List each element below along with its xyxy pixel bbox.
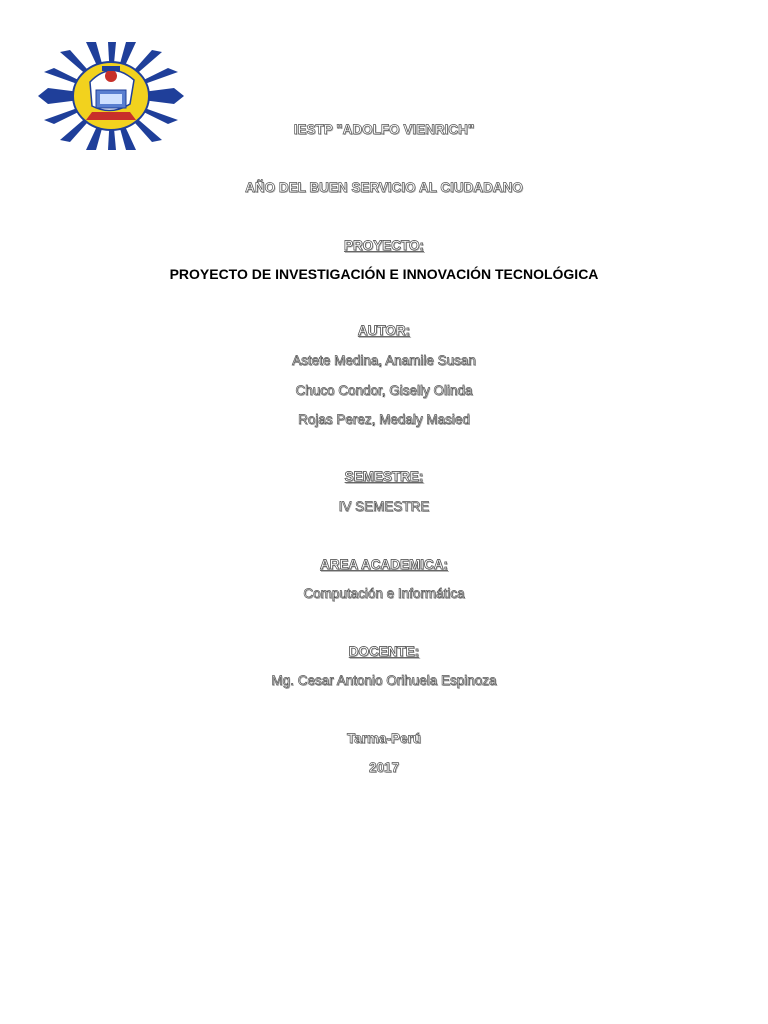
year: 2017 [368,760,400,775]
academic-area-value: Computación e Informática [303,586,465,601]
project-heading: PROYECTO: [343,238,424,253]
place: Tarma-Perú [346,731,422,746]
institution-name: IESTP "ADOLFO VIENRICH" [293,122,475,137]
academic-area-heading: AREA ACADEMICA: [320,557,448,572]
author-name: Rojas Perez, Medaly Masied [298,412,470,427]
author-heading: AUTOR: [357,323,411,338]
semester-heading: SEMESTRE: [344,469,424,484]
author-name: Chuco Condor, Giselly Olinda [295,383,473,398]
teacher-name: Mg. Cesar Antonio Orihuela Espinoza [271,673,497,688]
teacher-heading: DOCENTE: [348,644,420,659]
author-name: Astete Medina, Anamile Susan [292,353,476,368]
project-title: PROYECTO DE INVESTIGACIÓN E INNOVACIÓN TECNOLÓGICA [169,266,599,282]
semester-value: IV SEMESTRE [338,499,430,514]
year-motto: AÑO DEL BUEN SERVICIO AL CIUDADANO [245,180,523,195]
